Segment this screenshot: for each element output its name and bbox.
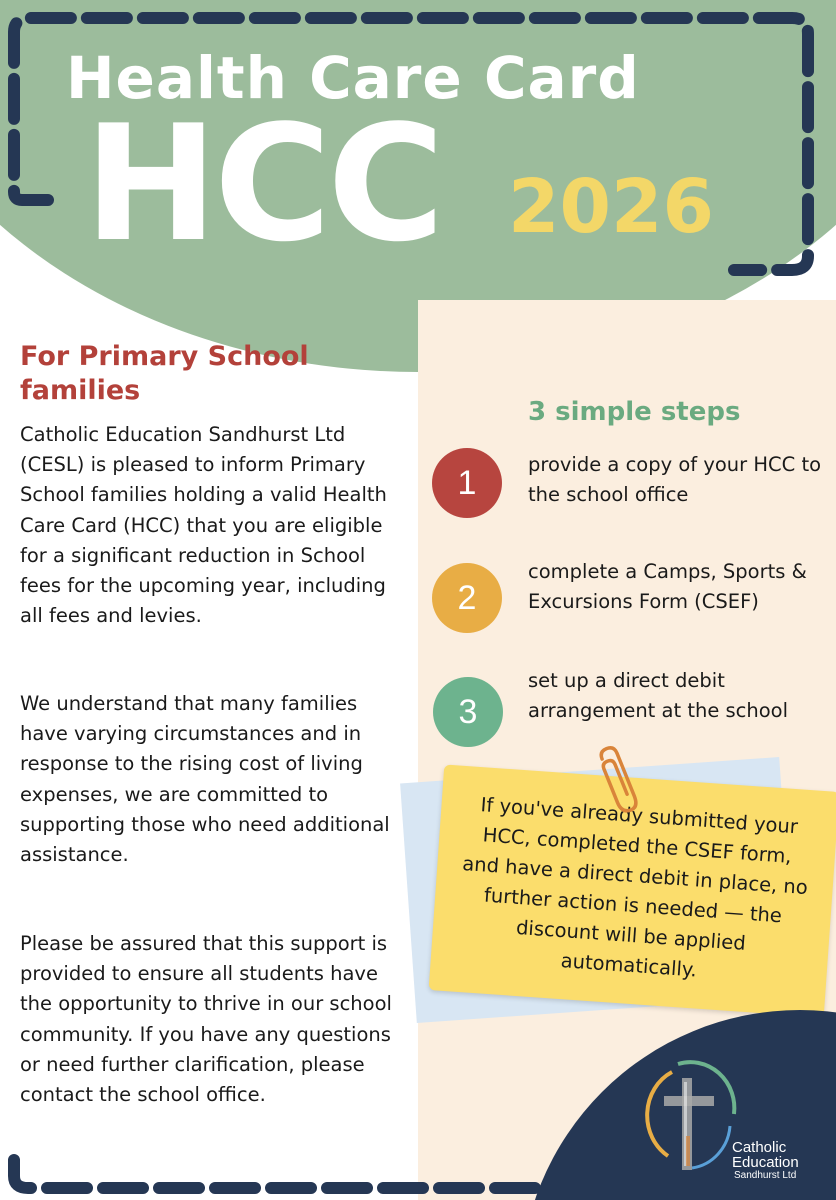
logo-line-education: Education — [732, 1154, 799, 1171]
card-year: 2026 — [508, 164, 714, 250]
organisation-logo-text — [732, 1140, 799, 1181]
logo-line-catholic: Catholic — [732, 1139, 787, 1156]
step-2-number: 2 — [432, 563, 502, 633]
step-1-number: 1 — [432, 448, 502, 518]
steps-heading: 3 simple steps — [528, 397, 741, 427]
contact-paragraph: Please be assured that this support is provided to ensure all students have the opportunity to thrive in our school community. If you have any questions or need further clarification, please contact the school office. — [20, 932, 392, 1107]
step-3-number: 3 — [433, 677, 503, 747]
cross-logo-icon — [642, 1056, 738, 1180]
support-paragraph: We understand that many families have varying circumstances and in response to the rising cost of living expenses, we are committed to supporting those who need additional assistance. — [20, 692, 390, 867]
card-title: Health Care Card — [66, 44, 640, 112]
step-2-text: complete a Camps, Sports & Excursions Form (CSEF) — [528, 560, 807, 613]
logo-line-sandhurst: Sandhurst Ltd — [734, 1170, 797, 1181]
note-text: If you've already submitted your HCC, completed the CSEF form, and have a direct debit in place, no further action is needed — the discount will be applied automatically. — [461, 793, 809, 982]
intro-paragraph: Catholic Education Sandhurst Ltd (CESL) is pleased to inform Primary School families holding a valid Health Care Card (HCC) that you are eligible for a significant reduction in School fees for the upcoming year, including all fees and levies. — [20, 423, 387, 628]
card-acronym: HCC — [84, 90, 441, 277]
step-3-text: set up a direct debit arrangement at the school — [528, 669, 789, 722]
step-1-text: provide a copy of your HCC to the school office — [528, 453, 822, 506]
audience-heading: For Primary School families — [20, 341, 309, 406]
